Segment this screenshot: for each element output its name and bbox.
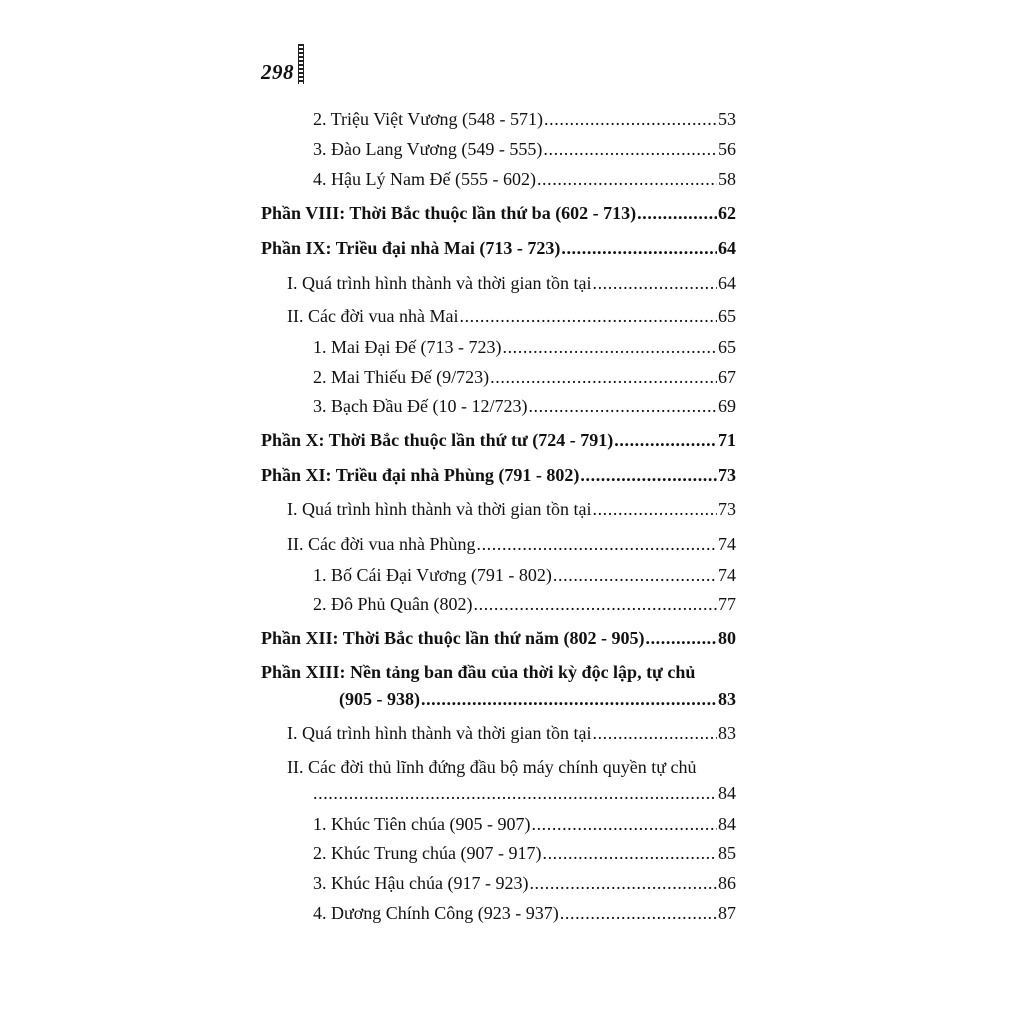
toc-entry-title: 3. Đào Lang Vương (549 - 555) <box>313 139 543 159</box>
toc-entry-title: I. Quá trình hình thành và thời gian tồn tại <box>287 499 592 519</box>
toc-entry-page: 84 <box>718 814 736 834</box>
toc-entry-page: 71 <box>718 430 736 450</box>
toc-entry-page: 84 <box>718 783 736 803</box>
toc-entry-title: (905 - 938) <box>339 689 420 709</box>
toc-section-entry <box>261 464 736 486</box>
toc-entry-title: Phần VIII: Thời Bắc thuộc lần thứ ba (602 - 713) <box>261 203 637 223</box>
toc-entry <box>287 533 736 555</box>
toc-entry-title-line: II. Các đời thủ lĩnh đứng đầu bộ máy chính quyền tự chủ <box>287 757 697 777</box>
dot-leader <box>553 564 717 586</box>
dot-leader <box>592 498 717 520</box>
toc-section-entry <box>261 627 736 649</box>
toc-entry <box>287 498 736 520</box>
dot-leader <box>542 842 717 864</box>
toc-entry <box>313 108 736 130</box>
toc-entry <box>313 564 736 586</box>
toc-entry-page: 73 <box>718 499 736 519</box>
dot-leader <box>614 429 717 451</box>
dot-leader <box>537 168 717 190</box>
toc-entry-page: 74 <box>718 565 736 585</box>
toc-entry-title: 1. Khúc Tiên chúa (905 - 907) <box>313 814 531 834</box>
toc-entry-title: 2. Triệu Việt Vương (548 - 571) <box>313 109 544 129</box>
toc-entry-page: 56 <box>718 139 736 159</box>
toc-entry-title: 1. Bố Cái Đại Vương (791 - 802) <box>313 565 552 585</box>
toc-entry-title: I. Quá trình hình thành và thời gian tồn tại <box>287 273 592 293</box>
toc-entry <box>313 902 736 924</box>
toc-entry <box>313 593 736 615</box>
toc-entry <box>313 336 736 358</box>
toc-entry-page: 65 <box>718 306 736 326</box>
dot-leader <box>544 108 717 130</box>
toc-section-title-line: Phần XIII: Nền tảng ban đầu của thời kỳ độc lập, tự chủ <box>261 662 696 682</box>
dot-leader <box>580 464 717 486</box>
toc-entry-title: Phần X: Thời Bắc thuộc lần thứ tư (724 - 791) <box>261 430 614 450</box>
toc-entry-page: 83 <box>718 723 736 743</box>
toc-entry-title: 4. Hậu Lý Nam Đế (555 - 602) <box>313 169 536 189</box>
toc-section-entry <box>261 237 736 259</box>
dot-leader <box>645 627 717 649</box>
toc-entry-title: II. Các đời vua nhà Phùng <box>287 534 476 554</box>
toc-entry-title: 2. Mai Thiếu Đế (9/723) <box>313 367 490 387</box>
toc-entry-title: 2. Khúc Trung chúa (907 - 917) <box>313 843 542 863</box>
toc-entry <box>313 782 736 804</box>
toc-entry-page: 53 <box>718 109 736 129</box>
toc-entry <box>313 395 736 417</box>
dot-leader <box>476 533 717 555</box>
toc-entry <box>313 366 736 388</box>
toc-entry-page: 64 <box>718 238 736 258</box>
toc-entry-page: 65 <box>718 337 736 357</box>
toc-entry-page: 58 <box>718 169 736 189</box>
toc-entry <box>287 305 736 327</box>
toc-entry <box>313 872 736 894</box>
toc-entry <box>313 842 736 864</box>
toc-entry-page: 67 <box>718 367 736 387</box>
toc-entry-title: II. Các đời vua nhà Mai <box>287 306 459 326</box>
dot-leader <box>459 305 717 327</box>
toc-section-entry <box>339 688 736 710</box>
dot-leader <box>637 202 717 224</box>
dot-leader <box>592 722 717 744</box>
dot-leader <box>502 336 717 358</box>
page-number: 298 <box>261 60 294 84</box>
dot-leader <box>531 813 717 835</box>
toc-entry <box>287 722 736 744</box>
dot-leader <box>543 138 717 160</box>
toc-entry-page: 87 <box>718 903 736 923</box>
toc-entry-title: Phần IX: Triều đại nhà Mai (713 - 723) <box>261 238 561 258</box>
toc-entry-title: 1. Mai Đại Đế (713 - 723) <box>313 337 502 357</box>
toc-entry-page: 85 <box>718 843 736 863</box>
dot-leader <box>421 688 717 710</box>
toc-entry-title: I. Quá trình hình thành và thời gian tồn tại <box>287 723 592 743</box>
toc-entry-page: 86 <box>718 873 736 893</box>
toc-entry-title: 3. Bạch Đầu Đế (10 - 12/723) <box>313 396 528 416</box>
dot-leader <box>313 782 717 804</box>
dot-leader <box>528 395 717 417</box>
toc-entry-page: 83 <box>718 689 736 709</box>
toc-entry-page: 74 <box>718 534 736 554</box>
toc-entry <box>313 138 736 160</box>
toc-entry-title: Phần XI: Triều đại nhà Phùng (791 - 802) <box>261 465 580 485</box>
toc-entry <box>313 813 736 835</box>
toc-entry-title: 4. Dương Chính Công (923 - 937) <box>313 903 559 923</box>
toc-entry-title: 3. Khúc Hậu chúa (917 - 923) <box>313 873 529 893</box>
toc-entry-title: 2. Đô Phủ Quân (802) <box>313 594 473 614</box>
dot-leader <box>474 593 718 615</box>
toc-entry-page: 62 <box>718 203 736 223</box>
toc-entry-page: 77 <box>718 594 736 614</box>
toc-entry <box>313 168 736 190</box>
toc-entry-page: 80 <box>718 628 736 648</box>
dot-leader <box>561 237 717 259</box>
toc-entry-page: 69 <box>718 396 736 416</box>
dot-leader <box>529 872 717 894</box>
toc-entry-page: 73 <box>718 465 736 485</box>
toc-entry-title: Phần XII: Thời Bắc thuộc lần thứ năm (802 - 905) <box>261 628 645 648</box>
dot-leader <box>490 366 717 388</box>
dot-leader <box>592 272 717 294</box>
toc-entry-page: 64 <box>718 273 736 293</box>
dot-leader <box>560 902 717 924</box>
toc-section-entry <box>261 429 736 451</box>
toc-section-entry <box>261 202 736 224</box>
toc-entry <box>287 272 736 294</box>
